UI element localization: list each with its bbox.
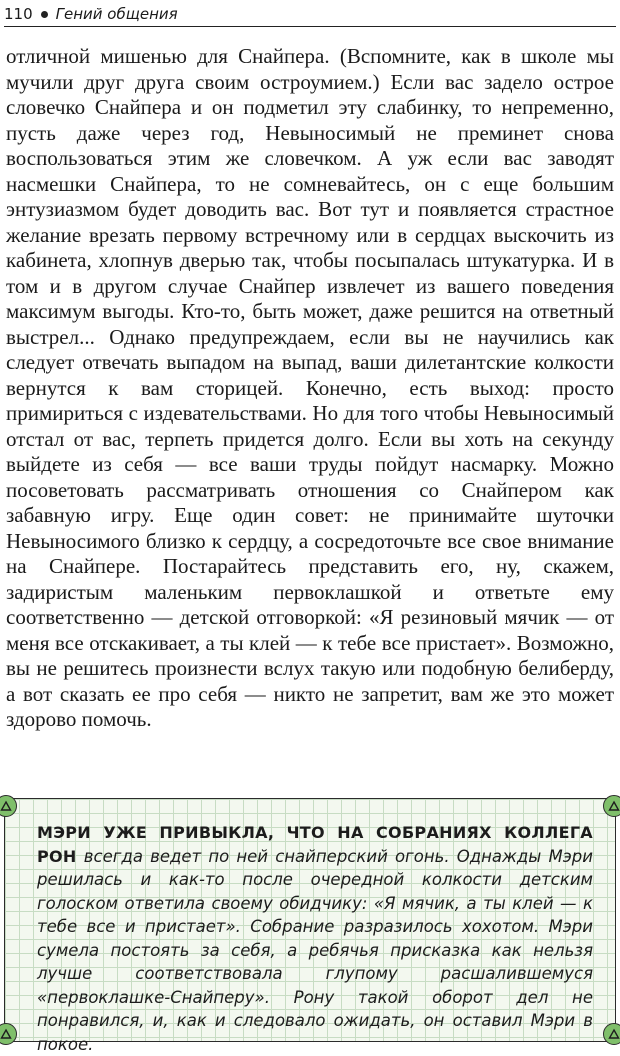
triangle-icon	[603, 1023, 620, 1045]
sidebar-heading: МЭРИ УЖЕ ПРИВЫКЛА, ЧТО НА СОБРАНИЯХ КОЛЛЕГА РОН	[37, 823, 593, 866]
main-text	[6, 44, 614, 733]
triangle-icon	[0, 795, 17, 817]
triangle-icon	[0, 1023, 17, 1045]
sidebar-text: всегда ведет по ней снайперский огонь. Однажды Мэри решилась и как-то после очередной колкости детским голоском ответила своему обидчику: «Я мячик, а ты клей — к тебе все и пристает». Собрание разразилось хохотом. Мэри сумела постоять за себя, а ребячья присказка как нельзя лучше соответствовала глупому расшалившемуся «первоклашке-Снайперу». Рону такой оборот дел не понравился, и, как и следовало ожидать, он оставил Мэри в покое.	[37, 846, 593, 1054]
page-header	[4, 2, 616, 27]
body-paragraph: отличной мишенью для Снайпера. (Вспомните, как в школе мы мучили друг друга своим остроумием.) Если вас задело острое словечко Снайпера и он подметил эту слабинку, то непременно, пусть даже через год, Невыносимый не преминет снова воспользоваться этим же словечком. А уж если вас заводят насмешки Снайпера, то не сомневайтесь, он с еще большим энтузиазмом будет доводить вас. Вот тут и появляется страстное желание врезать первому встречному или в сердцах выскочить из кабинета, хлопнув дверью так, чтобы посыпалась штукатурка. И в том и в другом случае Снайпер извлечет из вашего поведения максимум выгоды. Кто-то, быть может, даже решится на ответный выстрел... Однако предупреждаем, если вы не научились как следует отвечать выпадом на выпад, ваши дилетантские колкости вернутся к вам сторицей. Конечно, есть выход: просто примириться с издевательствами. Но для того чтобы Невыносимый отстал от вас, терпеть придется долго. Если вы хоть на секунду выйдете из себя — все ваши труды пойдут насмарку. Можно посоветовать рассматривать отношения со Снайпером как забавную игру. Еще один совет: не принимайте шуточки Невыносимого близко к сердцу, а сосредоточьте все свое внимание на Снайпере. Постарайтесь представить его, ну, скажем, задиристым маленьким первоклашкой и ответьте ему соответственно — детской отговоркой: «Я резиновый мячик — от меня все отскакивает, а ты клей — к тебе все пристает». Возможно, вы не решитесь произнести вслух такую или подобную белиберду, а вот сказать ее про себя — никто не запретит, вам же это может здорово помочь.	[6, 44, 614, 731]
example-sidebar-box	[4, 798, 616, 1054]
sidebar-content	[37, 821, 593, 1056]
page-number: 110	[4, 5, 33, 23]
book-title: Гений общения	[55, 5, 178, 23]
triangle-icon	[603, 795, 620, 817]
bullet-icon	[41, 11, 48, 18]
